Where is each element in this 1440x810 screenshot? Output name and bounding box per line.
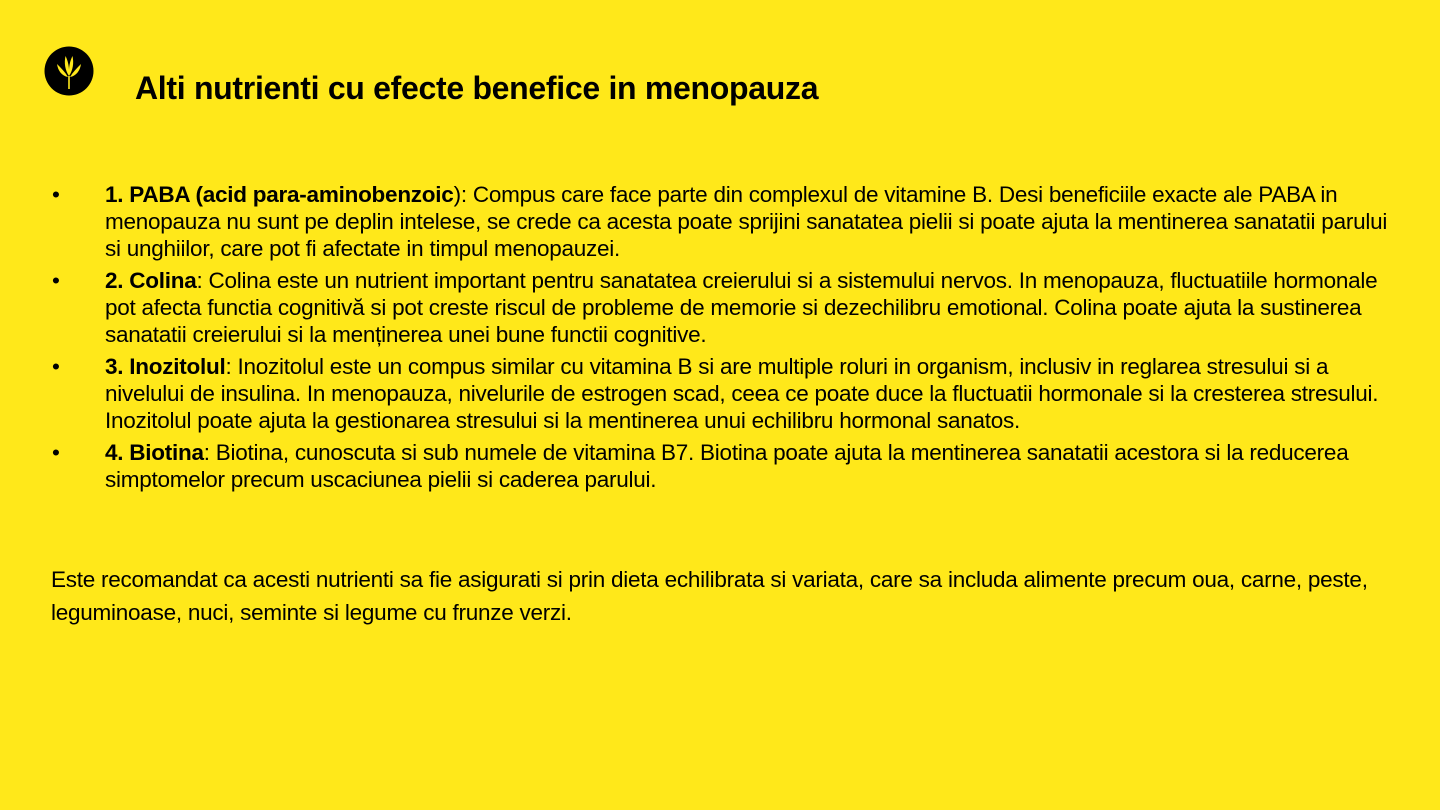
list-item-text: : Inozitolul este un compus similar cu vitamina B si are multiple roluri in organism, inclusiv in reglarea stresului si a nivelului de insulina. In menopauza, nivelurile de estrogen scad, ceea ce poate duce la fluctuatii hormonale si la cresterea stresului. Inozitolul poate ajuta la gestionarea stresului si la mentinerea unui echilibru hormonal sanatos.: [105, 354, 1379, 433]
list-item-biotina: [52, 439, 1397, 493]
list-item-paba: [52, 181, 1397, 262]
list-item-lead: 2. Colina: [105, 268, 197, 293]
bullet-icon: •: [52, 268, 60, 293]
list-item-text: : Biotina, cunoscuta si sub numele de vitamina B7. Biotina poate ajuta la mentinerea sanatatii acestora si la reducerea simptomelor precum uscaciunea pielii si caderea parului.: [105, 440, 1349, 492]
list-item-inozitol: [52, 353, 1397, 434]
tulip-logo-icon: [44, 46, 94, 96]
list-item-text: : Colina este un nutrient important pentru sanatatea creierului si a sistemului nervos. In menopauza, fluctuatiile hormonale pot afecta functia cognitivă si pot creste riscul de probleme de memorie si dezechilibru emotional. Colina poate ajuta la sustinerea sanatatii creierului si la menținerea unei bune functii cognitive.: [105, 268, 1378, 347]
bullet-icon: •: [52, 354, 60, 379]
list-item-lead: 4. Biotina: [105, 440, 204, 465]
list-item-lead: 1. PABA (acid para-aminobenzoic: [105, 182, 454, 207]
list-item-colina: [52, 267, 1397, 348]
nutrient-list: [52, 181, 1397, 498]
bullet-icon: •: [52, 182, 60, 207]
list-item-text: ): Compus care face parte din complexul de vitamine B. Desi beneficiile exacte ale PABA in menopauza nu sunt pe deplin intelese, se crede ca acesta poate sprijini sanatatea pielii si poate ajuta la mentinerea sanatatii parului si unghiilor, care pot fi afectate in timpul menopauzei.: [105, 182, 1388, 261]
slide-title: Alti nutrienti cu efecte benefice in menopauza: [135, 70, 819, 106]
list-item-lead: 3. Inozitolul: [105, 354, 226, 379]
bullet-icon: •: [52, 440, 60, 465]
recommendation-note: Este recomandat ca acesti nutrienti sa fie asigurati si prin dieta echilibrata si variata, care sa includa alimente precum oua, carne, peste, leguminoase, nuci, seminte si legume cu frunze verzi.: [51, 567, 1368, 625]
